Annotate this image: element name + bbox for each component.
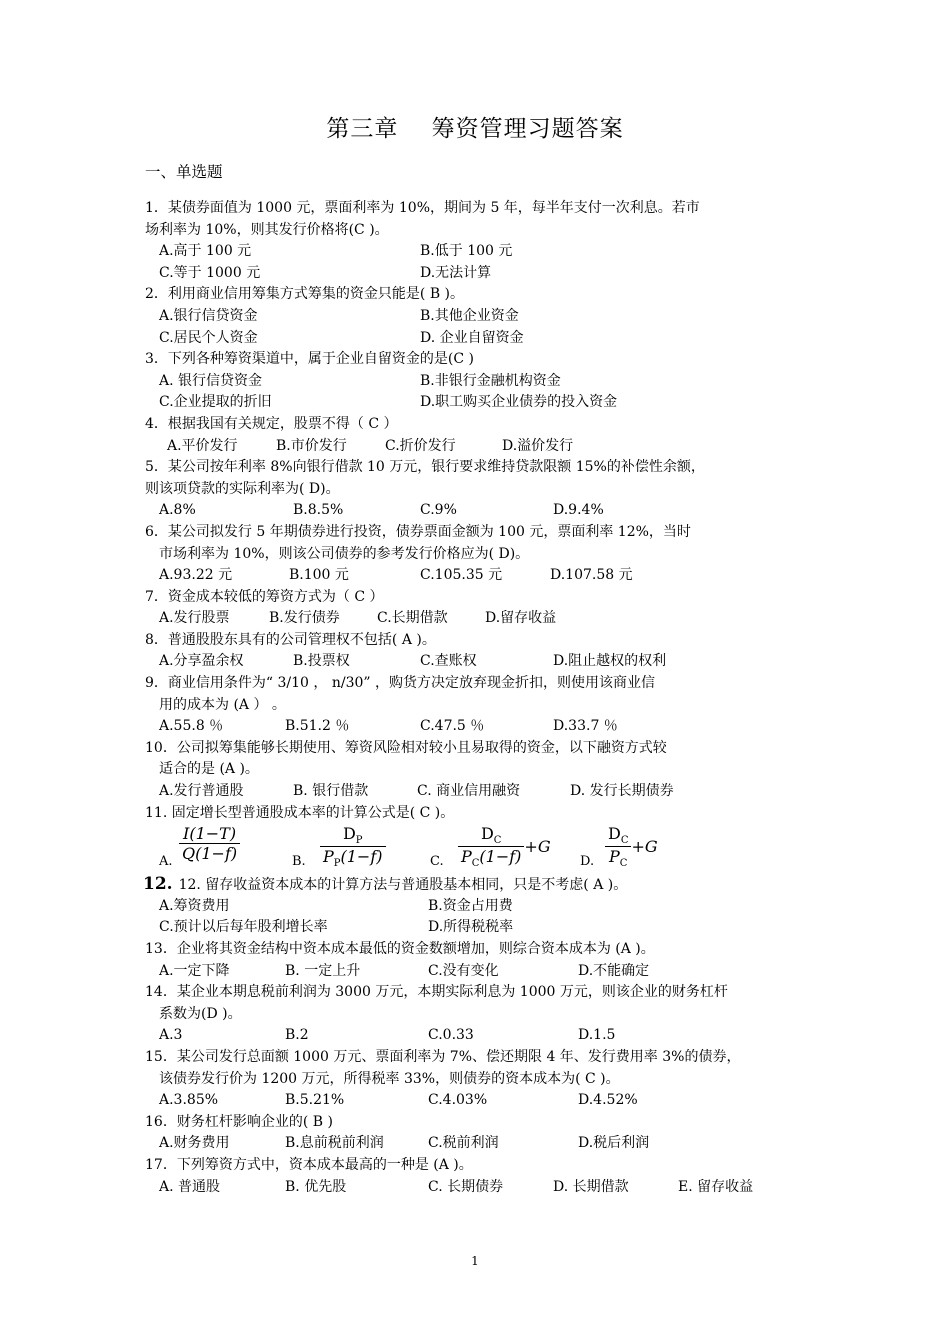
formula-c: C. $\frac{D_C}{P_C(1-f)}$ +G (430, 824, 551, 870)
option-d: D.溢价发行 (502, 437, 574, 454)
option-d: D.107.58 元 (550, 567, 633, 584)
option-c: C.折价发行 (385, 437, 456, 454)
option-e: E. 留存收益 (678, 1178, 754, 1195)
option-c: C.4.03% (428, 1092, 488, 1109)
option-b: B.2 (285, 1027, 309, 1044)
option-b: B.100 元 (289, 567, 349, 584)
question-text: 13．企业将其资金结构中资本成本最低的资金数额增加，则综合资本成本为 (A )。 (145, 941, 655, 957)
question-list (145, 198, 810, 1198)
option-c: C.0.33 (428, 1027, 474, 1044)
option-a: A.3.85% (159, 1092, 219, 1109)
page-number: 1 (471, 1254, 479, 1268)
option-b-label: B. (292, 854, 306, 870)
formula-options (145, 824, 810, 874)
question-text: 11. 固定增长型普通股成本率的计算公式是( C )。 (145, 804, 455, 821)
option-c: C.105.35 元 (420, 567, 503, 584)
option-d: D.1.5 (578, 1027, 616, 1044)
option-d: D.阻止越权的权利 (553, 653, 667, 670)
page-title: 第三章 筹资管理习题答案 (326, 116, 624, 142)
question-1 (145, 198, 810, 284)
question-text: 16．财务杠杆影响企业的( B ) (145, 1113, 333, 1130)
question-14 (145, 982, 810, 1047)
option-b: B.非银行金融机构资金 (420, 372, 561, 389)
question-text: 6．某公司拟发行 5 年期债券进行投资，债券票面金额为 100 元，票面利率 12%，当时 (145, 523, 691, 540)
option-d: D.职工购买企业债券的投入资金 (420, 394, 618, 411)
option-a: A.分享盈余权 (159, 653, 244, 670)
question-3 (145, 349, 810, 414)
option-c: C.等于 1000 元 (159, 264, 261, 281)
option-c: C.9% (420, 502, 457, 519)
question-text: 该债券发行价为 1200 万元，所得税率 33%，则债券的资本成本为( C )。 (159, 1070, 620, 1087)
formula-d: D. $\frac{D_C}{P_C}$ +G (580, 824, 658, 870)
option-c: C.47.5 ％ (420, 718, 485, 735)
formula-d-plus-g: +G (631, 837, 658, 857)
option-a: A.平价发行 (167, 437, 238, 454)
question-7 (145, 587, 810, 630)
option-d: D.4.52% (578, 1092, 638, 1109)
formula-a (159, 824, 240, 870)
option-b: B.市价发行 (276, 437, 347, 454)
option-b: B.资金占用费 (428, 897, 513, 914)
option-a: A.55.8 ％ (159, 718, 224, 735)
question-text: 10．公司拟筹集能够长期使用、筹资风险相对较小且易取得的资金，以下融资方式较 (145, 739, 667, 756)
question-5 (145, 457, 810, 522)
question-text: 12. 留存收益资本成本的计算方法与普通股基本相同，只是不考虑( A )。 (178, 877, 628, 894)
option-b: B.其他企业资金 (420, 307, 519, 324)
option-b: B.发行债券 (269, 610, 340, 627)
option-d: D.9.4% (553, 502, 604, 519)
option-b: B.投票权 (293, 653, 350, 670)
option-a: A.财务费用 (159, 1135, 230, 1152)
option-a: A.高于 100 元 (159, 243, 252, 260)
option-d: D. 企业自留资金 (420, 329, 524, 346)
question-text: 4．根据我国有关规定，股票不得（ C ） (145, 415, 398, 432)
option-a: A. 银行信贷资金 (159, 372, 263, 389)
option-a: A.8% (159, 502, 196, 519)
option-c: C.居民个人资金 (159, 329, 258, 346)
option-c: C.没有变化 (428, 962, 499, 979)
question-6 (145, 522, 810, 587)
option-c-label: C. (430, 854, 444, 870)
option-a: A.发行普通股 (159, 783, 244, 800)
option-d: D.所得税税率 (428, 919, 514, 936)
option-b: B.5.21% (285, 1092, 345, 1109)
question-text: 市场利率为 10%，则该公司债券的参考发行价格应为( D)。 (159, 545, 530, 562)
question-text: 9．商业信用条件为“ 3/10 ， n/30” ，购货方决定放弃现金折扣，则使用该商业信 (145, 675, 656, 692)
option-b: B. 银行借款 (293, 783, 369, 800)
option-d: D. 长期借款 (553, 1178, 629, 1195)
question-text: 15．某公司发行总面额 1000 万元、票面利率为 7%、偿还期限 4 年、发行费用率 3%的债券， (145, 1048, 741, 1065)
option-c: C.查账权 (420, 653, 477, 670)
question-text: 2．利用商业信用筹集方式筹集的资金只能是( B )。 (145, 286, 465, 303)
question-17 (145, 1155, 810, 1198)
question-12 (145, 874, 810, 939)
option-c: C.预计以后每年股利增长率 (159, 919, 328, 936)
question-text: 适合的是 (A )。 (159, 761, 259, 778)
formula-a-numerator: I(1−T) (179, 824, 240, 844)
question-text: 3．下列各种筹资渠道中，属于企业自留资金的是(C ) (145, 351, 474, 368)
question-text: 则该项贷款的实际利率为( D)。 (145, 480, 340, 497)
question-text: 8．普通股股东具有的公司管理权不包括( A )。 (145, 631, 436, 648)
option-a: A.3 (159, 1027, 183, 1044)
question-text: 系数为(D )。 (159, 1005, 242, 1022)
option-b: B. 一定上升 (285, 962, 361, 979)
formula-c-plus-g: +G (524, 837, 551, 857)
question-text: 用的成本为 (A ） 。 (159, 696, 286, 713)
question-text: 14．某企业本期息税前利润为 3000 万元，本期实际利息为 1000 万元，则该企业的财务杠杆 (145, 984, 728, 1001)
section-heading: 一、单选题 (145, 163, 223, 181)
question-8 (145, 630, 810, 673)
option-b: B. 优先股 (285, 1178, 347, 1195)
option-d: D.税后利润 (578, 1135, 650, 1152)
option-c: C. 商业信用融资 (417, 783, 521, 800)
option-a: A.93.22 元 (159, 567, 233, 584)
option-a: A. 普通股 (159, 1178, 221, 1195)
option-a-label: A. (159, 854, 173, 870)
option-b: B.8.5% (293, 502, 344, 519)
question-text: 5．某公司按年利率 8%向银行借款 10 万元，银行要求维持贷款限额 15%的补偿性余额， (145, 459, 705, 476)
question-13 (145, 939, 810, 982)
option-a: A.一定下降 (159, 962, 230, 979)
option-c: C. 长期债券 (428, 1178, 504, 1195)
option-b: B.低于 100 元 (420, 243, 513, 260)
option-a: A.发行股票 (159, 610, 230, 627)
question-15 (145, 1047, 810, 1112)
option-a: A.筹资费用 (159, 897, 230, 914)
option-d: D.不能确定 (578, 962, 650, 979)
formula-b: B. $\frac{D_P}{P_P(1-f)}$ (292, 824, 386, 869)
question-text: 1．某债券面值为 1000 元，票面利率为 10%，期间为 5 年，每半年支付一次利息。若市 (145, 200, 700, 216)
option-d-label: D. (580, 854, 595, 870)
option-b: B.51.2 ％ (285, 718, 350, 735)
formula-a-denominator: Q(1−f) (182, 844, 238, 864)
question-16 (145, 1112, 810, 1155)
question-number: 12. (143, 874, 173, 895)
option-d: D.留存收益 (485, 610, 557, 627)
question-2 (145, 284, 810, 349)
option-d: D.无法计算 (420, 264, 492, 281)
option-d: D.33.7 ％ (553, 718, 618, 735)
option-d: D. 发行长期债券 (570, 783, 674, 800)
question-text: 场利率为 10%，则其发行价格将(C )。 (145, 221, 389, 238)
question-10 (145, 738, 810, 803)
question-11 (145, 803, 810, 875)
option-c: C.长期借款 (377, 610, 448, 627)
option-c: C.税前利润 (428, 1135, 499, 1152)
option-b: B.息前税前利润 (285, 1135, 384, 1152)
question-4 (145, 414, 810, 457)
question-text: 7．资金成本较低的筹资方式为（ C ） (145, 588, 384, 605)
option-c: C.企业提取的折旧 (159, 394, 272, 411)
question-9 (145, 673, 810, 738)
question-text: 17．下列筹资方式中，资本成本最高的一种是 (A )。 (145, 1156, 473, 1173)
option-a: A.银行信贷资金 (159, 307, 258, 324)
